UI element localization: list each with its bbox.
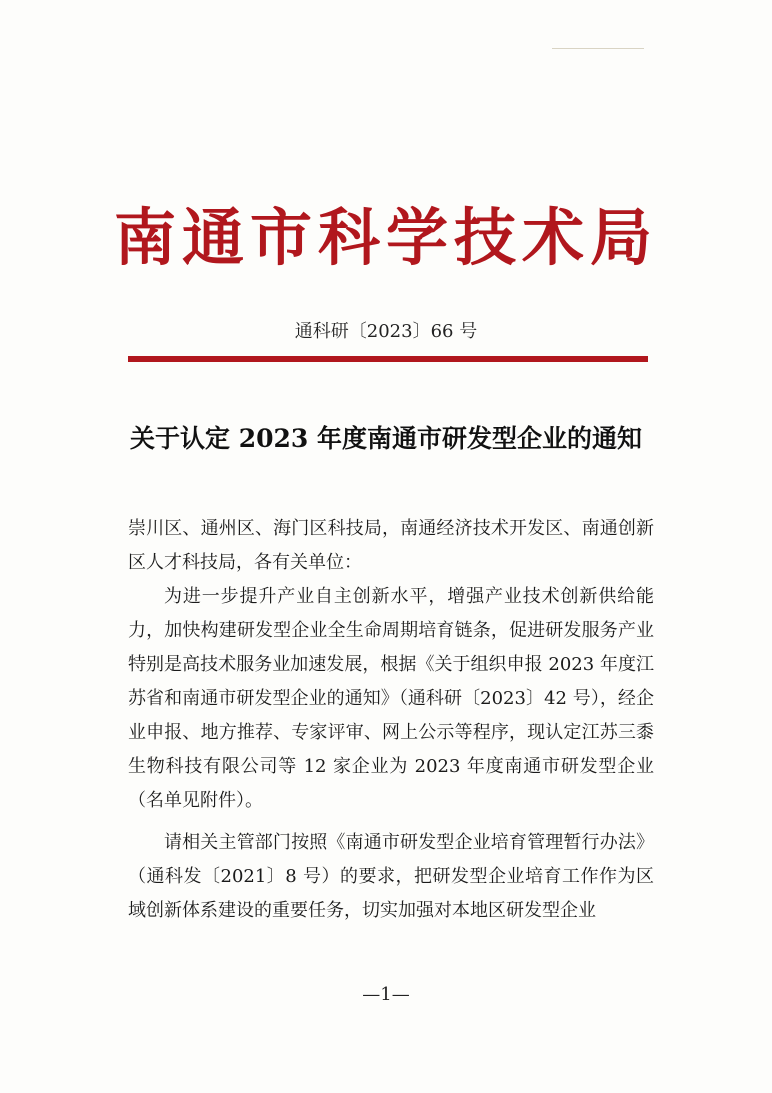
page-number: —1— [362, 984, 410, 1005]
body-paragraph-2: 请相关主管部门按照《南通市研发型企业培育管理暂行办法》（通科发〔2021〕8 号）的要求，把研发型企业培育工作作为区域创新体系建设的重要任务，切实加强对本地区研发型企业 [128, 832, 654, 921]
red-divider-line [128, 356, 648, 362]
scan-mark [552, 48, 644, 49]
agency-title: 南通市科学技术局 [113, 201, 658, 274]
document-number: 通科研〔2023〕66 号 [294, 321, 478, 342]
notice-title: 关于认定 2023 年度南通市研发型企业的通知 [130, 424, 642, 453]
body-paragraph-1: 为进一步提升产业自主创新水平，增强产业技术创新供给能力，加快构建研发型企业全生命周期培育链条，促进研发服务产业特别是高技术服务业加速发展，根据《关于组织申报 2023 年度江苏省和南通市研发型企业的通知》（通科研〔2023〕42 号），经企业申报、地方推荐、专家评审、网上公示等程序，现认定江苏三黍生物科技有限公司等 12 家企业为 2023 年度南通市研发型企业（名单见附件）。 [128, 586, 654, 811]
addressee-paragraph: 崇川区、通州区、海门区科技局，南通经济技术开发区、南通创新区人才科技局，各有关单位： [128, 518, 654, 573]
